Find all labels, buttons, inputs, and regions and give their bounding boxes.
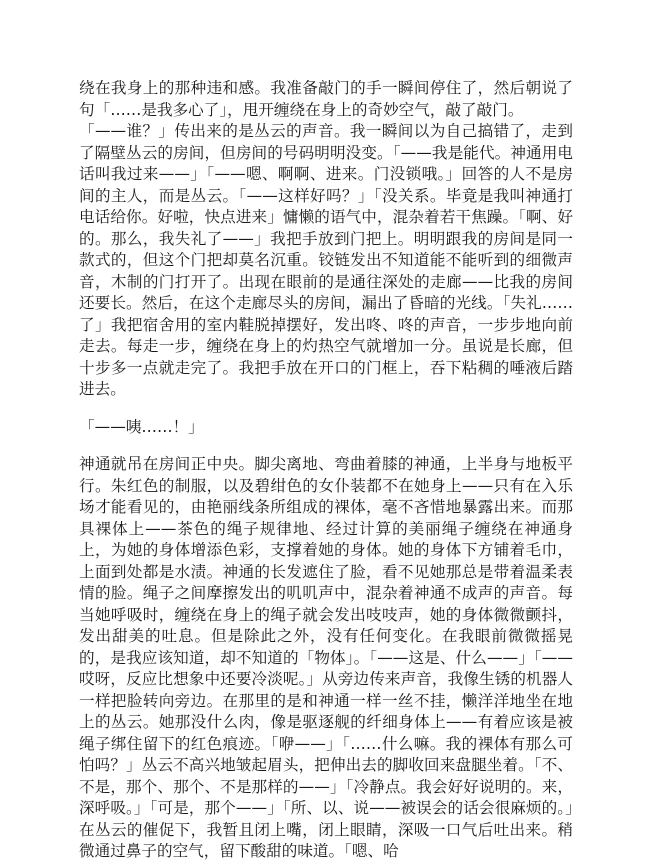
paragraph-1: 绕在我身上的那种违和感。我准备敲门的手一瞬间停住了，然后朝说了句「……是我多心了」，甩开缠绕在身上的奇妙空气，敲了敲门。: [79, 79, 573, 119]
paragraph-2: 「——谁？」传出来的是丛云的声音。我一瞬间以为自己搞错了，走到了隔壁丛云的房间，但房间的号码明明没变。「——我是能代。神通用电话叫我过来——」「——嗯、啊啊、进来。门没锁哦。」回答的人不是房间的主人，而是丛云。「——这样好吗？」「没关系。毕竟是我叫神通打电话给你。好啦，快点进来」慵懒的语气中，混杂着若干焦躁。「啊、好的。那么，我失礼了——」我把手放到门把上。明明跟我的房间是同一款式的，但这个门把却莫名沉重。铰链发出不知道能不能听到的细微声音，木制的门打开了。出现在眼前的是通往深处的走廊——比我的房间还要长。然后，在这个走廊尽头的房间，漏出了昏暗的光线。「失礼……了」我把宿舍用的室内鞋脱掉摆好，发出咚、咚的声音，一步步地向前走去。每走一步，缠绕在身上的灼热空气就增加一分。虽说是长廊，但十步多一点就走完了。我把手放在开口的门框上，吞下粘稠的唾液后踏进去。: [79, 122, 573, 398]
document-body: [79, 78, 573, 863]
paragraph-4: 神通就吊在房间正中央。脚尖离地、弯曲着膝的神通，上半身与地板平行。朱红色的制服，以及碧绀色的女仆装都不在她身上——只有在入乐场才能看见的，由艳丽线条所组成的裸体，毫不吝惜地暴露出来。而那具裸体上——茶色的绳子规律地、经过计算的美丽绳子缠绕在神通身上，为她的身体增添色彩，支撑着她的身体。她的身体下方铺着毛巾，上面到处都是水渍。神通的长发遮住了脸，看不见她那总是带着温柔表情的脸。绳子之间摩擦发出的叽叽声中，混杂着神通不成声的声音。每当她呼吸时，缠绕在身上的绳子就会发出吱吱声，她的身体微微颤抖，发出甜美的吐息。但是除此之外，没有任何变化。在我眼前微微摇晃的，是我应该知道，却不知道的「物体」。「——这是、什么——」「——哎呀，反应比想象中还要冷淡呢。」从旁边传来声音，我像生锈的机器人一样把脸转向旁边。在那里的是和神通一样一丝不挂，懒洋洋地坐在地上的丛云。她那没什么肉，像是驱逐舰的纤细身体上——有着应该是被绳子绑住留下的红色痕迹。「咿——」「……什么嘛。我的裸体有那么可怕吗？」丛云不高兴地皱起眉头，把伸出去的脚收回来盘腿坐着。「不、不是，那个、那个、不是那样的——」「冷静点。我会好好说明的。来，深呼吸。」「可是，那个——」「所、以、说——被误会的话会很麻烦的。」在丛云的催促下，我暂且闭上嘴，闭上眼睛，深吸一口气后吐出来。稍微通过鼻子的空气，留下酸甜的味道。「嗯、哈: [79, 455, 573, 860]
paragraph-3: 「——咦……！」: [79, 417, 204, 436]
